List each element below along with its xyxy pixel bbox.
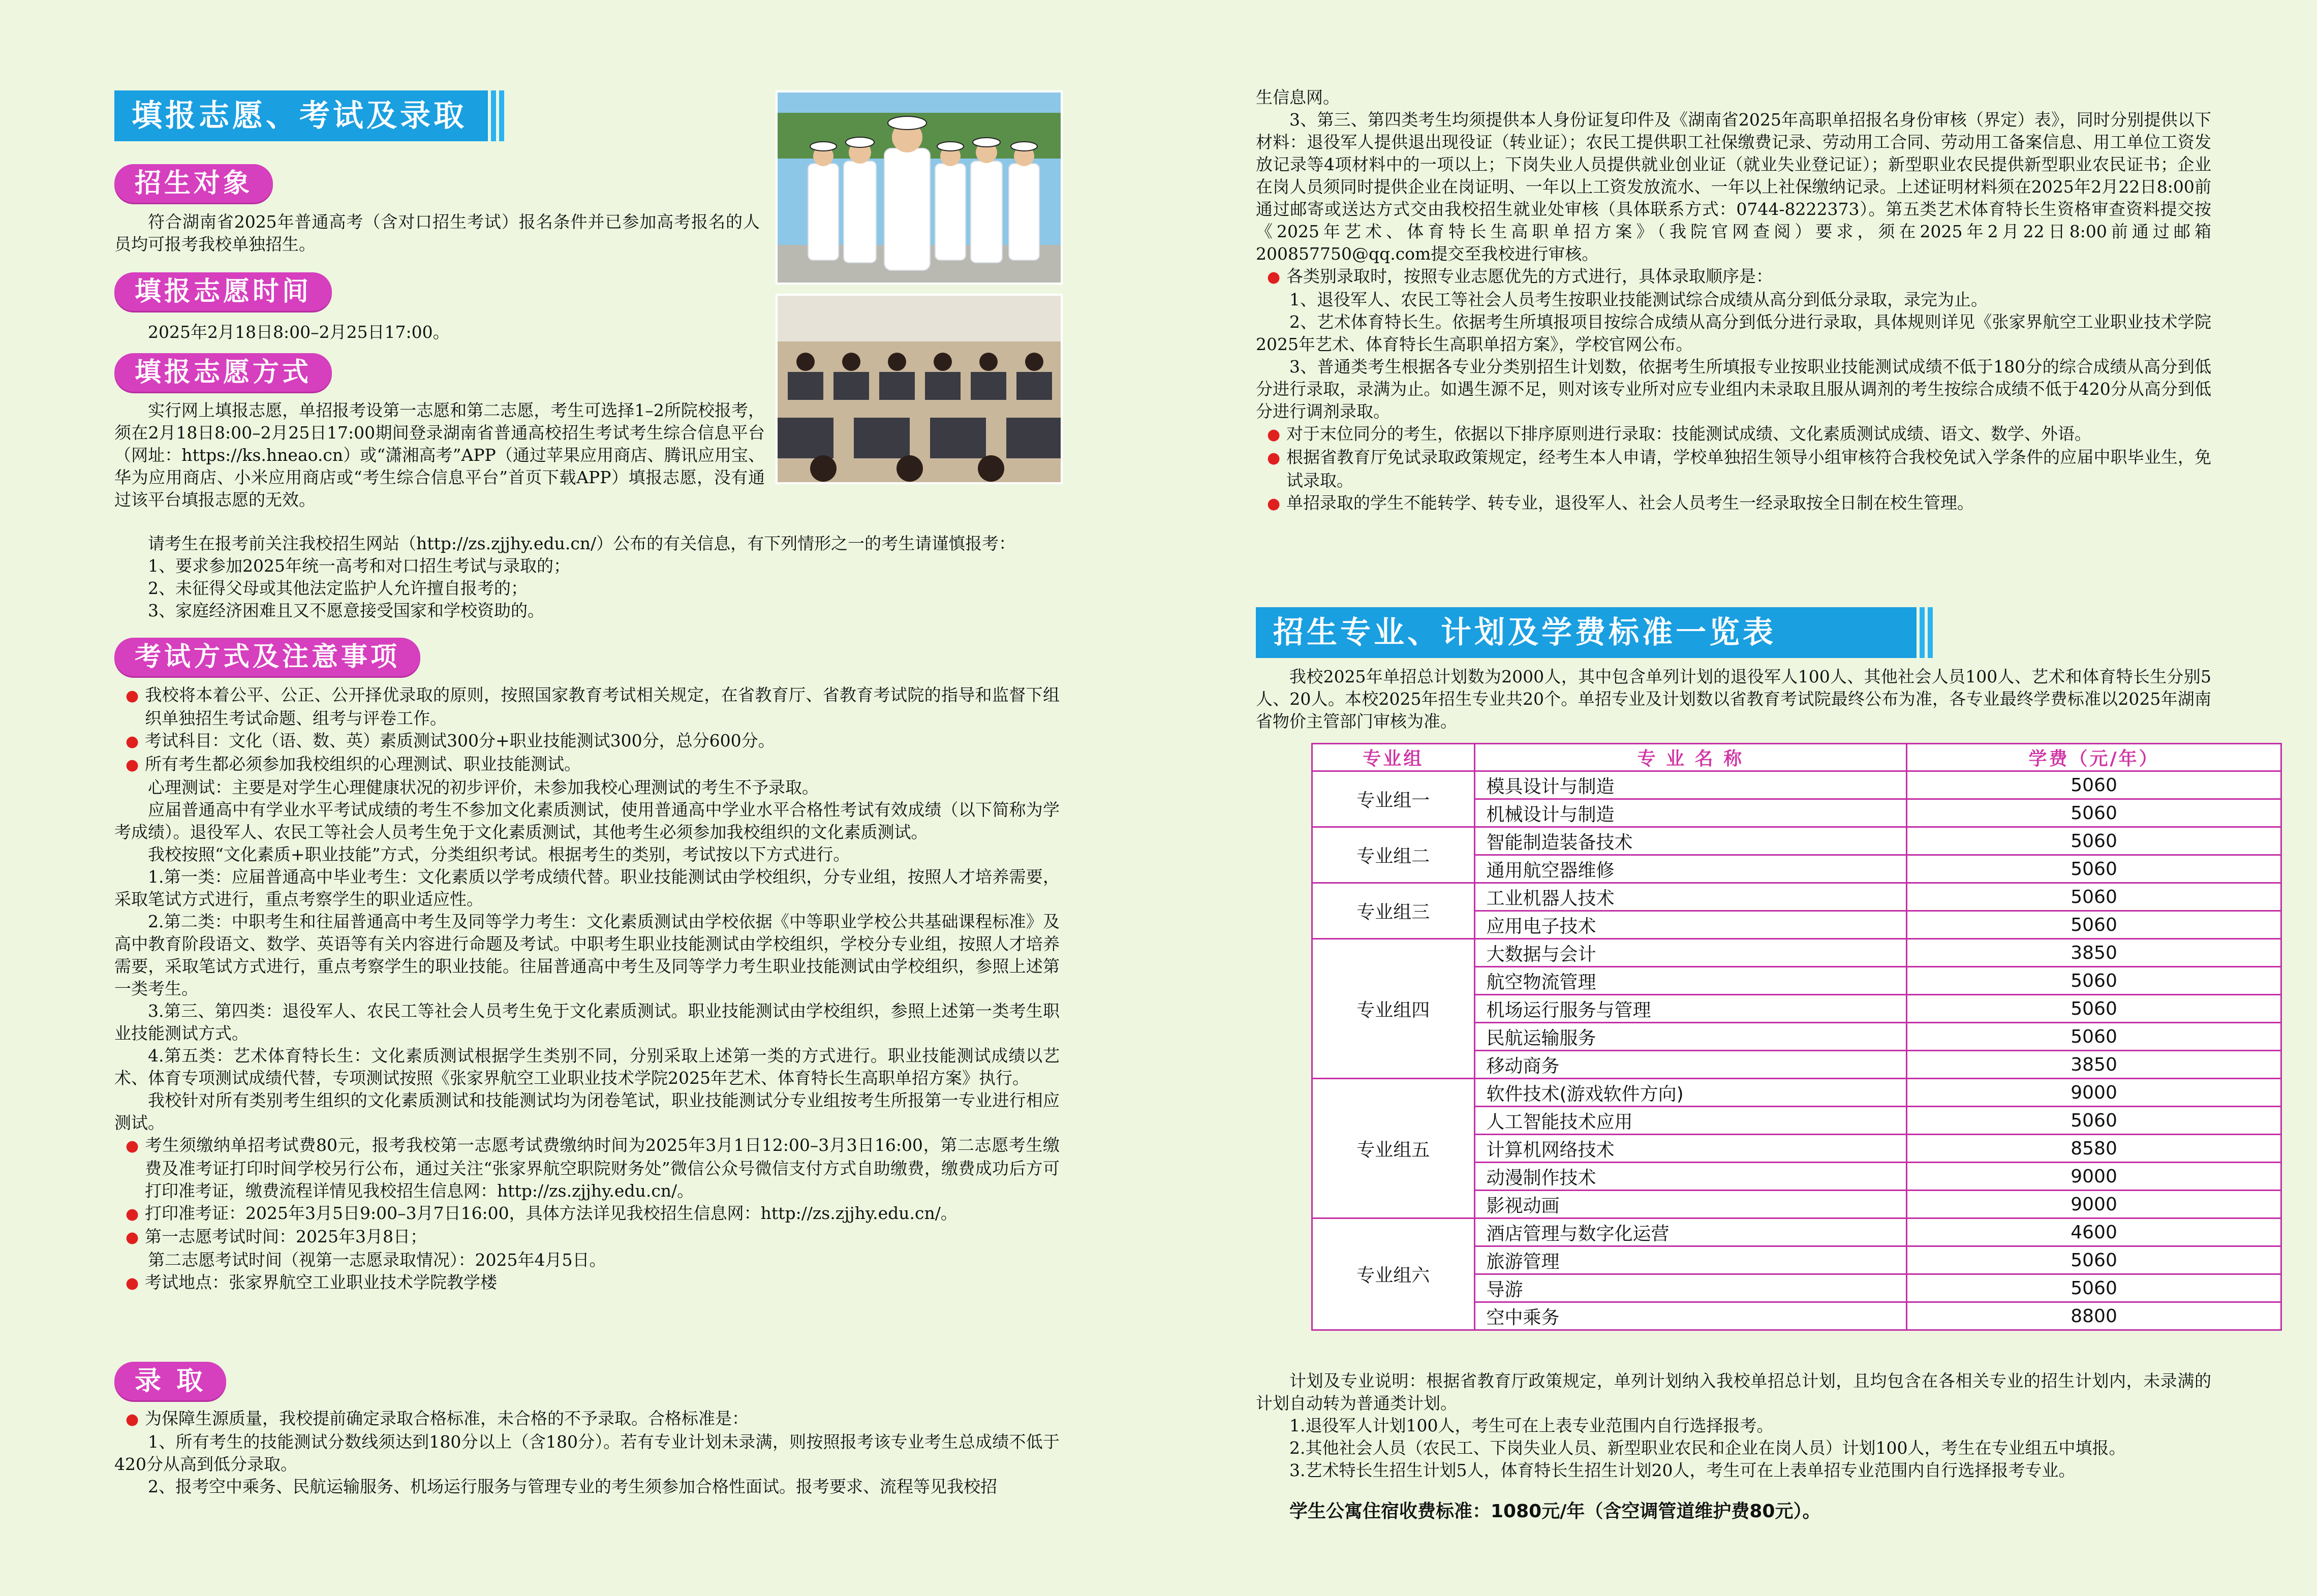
fee-cell: 9000 [1907, 1163, 2281, 1191]
text-apply-caution [114, 533, 1060, 622]
pill-title: 填报志愿方式 [135, 357, 312, 388]
table-row [1312, 771, 2281, 799]
list-item: 2、艺术体育特长生。依据考生所填报项目按综合成绩从高分到低分进行录取，具体规则详见《张家界航空工业职业技术学院2025年艺术、体育特长生高职单招方案》，学校官网公布。 [1256, 312, 2211, 354]
list-item: 2.其他社会人员（农民工、下岗失业人员、新型职业农民和企业在岗人员）计划100人，考生在专业组五中填报。 [1289, 1438, 2126, 1458]
bullet-dot-icon: ● [126, 1137, 139, 1155]
fee-cell: 5060 [1907, 855, 2281, 883]
dorm-fee-note [1289, 1497, 1820, 1523]
section-banner-admission [114, 90, 488, 141]
paragraph: 生信息网。 [1256, 87, 1340, 107]
pill-apply-method [114, 353, 332, 392]
group-cell: 专业组二 [1312, 827, 1475, 883]
major-name-cell: 空中乘务 [1474, 1302, 1907, 1330]
bullet-item: ● 为保障生源质量，我校提前确定录取合格标准，未合格的不予录取。合格标准是： [114, 1407, 1060, 1431]
major-name-cell: 移动商务 [1474, 1051, 1907, 1079]
major-name-cell: 动漫制作技术 [1474, 1163, 1907, 1191]
pill-title: 考试方式及注意事项 [135, 642, 400, 672]
list-item: 1.退役军人计划100人，考生可在上表专业范围内自行选择报考。 [1289, 1416, 1774, 1435]
major-name-cell: 机场运行服务与管理 [1474, 995, 1907, 1023]
bullet-dot-icon: ● [1267, 449, 1281, 467]
fee-cell: 5060 [1907, 967, 2281, 995]
list-item: 3、家庭经济困难且又不愿意接受国家和学校资助的。 [148, 601, 544, 620]
fee-cell: 8580 [1907, 1135, 2281, 1163]
photo-cadets-saluting [776, 90, 1063, 285]
major-name-cell: 影视动画 [1474, 1191, 1907, 1218]
fee-cell: 5060 [1907, 911, 2281, 939]
table-body [1312, 771, 2281, 1330]
pill-exam-method [114, 638, 420, 676]
table-row [1312, 883, 2281, 911]
computer-lab-illustration [778, 296, 1063, 484]
header-fee: 学费（元/年） [1907, 744, 2281, 771]
bullet-item: ● 所有考生都必须参加我校组织的心理测试、职业技能测试。 [114, 753, 1060, 776]
group-cell: 专业组五 [1312, 1079, 1475, 1218]
table-row [1312, 1079, 2281, 1107]
list-item: 1、退役军人、农民工等社会人员考生按职业技能测试综合成绩从高分到低分录取，录完为止。 [1289, 290, 1988, 309]
header-major: 专 业 名 称 [1474, 744, 1907, 771]
paragraph: 2.第二类：中职考生和往届普通高中考生及同等学力考生：文化素质测试由学校依据《中等职业学校公共基础课程标准》及高中教育阶段语文、数学、英语等有关内容进行命题及考试。中职考生职业技能测试由学校组织，学校分专业组，按照人才培养需要，采取笔试方式进行，重点考察学生的职业技能。往届普通高中考生及同等学力考生职业技能测试由学校组织，参照上述第一类考生。 [114, 912, 1060, 998]
fee-cell: 5060 [1907, 1246, 2281, 1274]
dorm-fee-text: 学生公寓住宿收费标准：1080元/年（含空调管道维护费80元）。 [1289, 1501, 1821, 1522]
group-cell: 专业组一 [1312, 771, 1475, 827]
paragraph: 3、第三、第四类考生均须提供本人身份证复印件及《湖南省2025年高职单招报名身份审核（界定）表》，同时分别提供以下材料：退役军人提供退出现役证（转业证）；农民工提供职工社保缴费记录、劳动用工合同、劳动用工备案信息、用工单位工资发放记录等4项材料中的一项以上；下岗失业人员提供就业创业证（就业失业登记证）；新型职业农民提供新型职业农民证书；企业在岗人员须同时提供企业在岗证明、一年以上工资发放流水、一年以上社保缴纳记录。上述证明材料须在2025年2月22日8:00前通过邮寄或送达方式交由我校招生就业处审核（具体联系方式：0744-8222373）。第五类艺术体育特长生资格审查资料提交按《2025年艺术、体育特长生高职单招方案》（我院官网查阅）要求，须在2025年2月22日8:00前通过邮箱200857750@qq.com提交至我校进行审核。 [1256, 110, 2211, 264]
bullet-dot-icon: ● [1267, 495, 1281, 513]
pill-title: 招生对象 [135, 168, 253, 199]
bullet-dot-icon: ● [126, 1411, 139, 1428]
bullet-dot-icon: ● [126, 1205, 139, 1223]
fee-cell: 3850 [1907, 1051, 2281, 1079]
fee-cell: 5060 [1907, 827, 2281, 855]
fee-cell: 8800 [1907, 1302, 2281, 1330]
fee-cell: 5060 [1907, 1274, 2281, 1302]
major-name-cell: 民航运输服务 [1474, 1023, 1907, 1051]
bullet-item: ● 对于末位同分的考生，依据以下排序原则进行录取：技能测试成绩、文化素质测试成绩、语文、数学、外语。 [1256, 423, 2211, 446]
paragraph: 1、所有考生的技能测试分数线须达到180分以上（含180分）。若有专业计划未录满，则按照报考该专业考生总成绩不低于420分从高到低分录取。 [114, 1432, 1060, 1474]
major-name-cell: 模具设计与制造 [1474, 771, 1907, 799]
group-cell: 专业组六 [1312, 1218, 1475, 1330]
text-exam-method [114, 684, 1060, 1295]
paragraph: 我校2025年单招总计划数为2000人，其中包含单列计划的退役军人100人、其他社会人员100人、艺术和体育特长生分别5人、20人。本校2025年招生专业共20个。单招专业及计划数以省教育考试院最终公布为准，各专业最终学费标准以2025年湖南省物价主管部门审核为准。 [1256, 667, 2211, 731]
fee-cell: 5060 [1907, 995, 2281, 1023]
bullet-item: ● 第一志愿考试时间：2025年3月8日； [114, 1226, 1060, 1249]
major-name-cell: 大数据与会计 [1474, 939, 1907, 967]
group-cell: 专业组四 [1312, 939, 1475, 1079]
major-name-cell: 人工智能技术应用 [1474, 1107, 1907, 1135]
paragraph: 我校按照“文化素质+职业技能”方式，分类组织考试。根据考生的类别，考试按以下方式进行。 [148, 844, 850, 864]
text-admission [114, 1407, 1060, 1498]
bullet-item: ● 单招录取的学生不能转学、转专业，退役军人、社会人员考生一经录取按全日制在校生管理。 [1256, 492, 2211, 515]
bullet-item: ● 根据省教育厅免试录取政策规定，经考生本人申请，学校单独招生领导小组审核符合我校免试入学条件的应届中职毕业生，免试录取。 [1267, 447, 2211, 490]
major-name-cell: 机械设计与制造 [1474, 799, 1907, 827]
table-header-row [1312, 744, 2281, 771]
major-name-cell: 通用航空器维修 [1474, 855, 1907, 883]
paragraph: 第二志愿考试时间（视第一志愿录取情况）：2025年4月5日。 [148, 1250, 606, 1270]
bullet-item: ● 我校将本着公平、公正、公开择优录取的原则，按照国家教育考试相关规定，在省教育厅、省教育考试院的指导和监督下组织单独招生考试命题、组考与评卷工作。 [126, 685, 1060, 728]
bullet-dot-icon: ● [1267, 268, 1281, 286]
text-continued [1256, 86, 2211, 515]
banner-bars [1920, 607, 1940, 658]
text-majors-intro [1256, 666, 2211, 733]
pill-title: 填报志愿时间 [135, 276, 312, 307]
fee-cell: 5060 [1907, 799, 2281, 827]
table-row [1312, 1218, 2281, 1246]
header-group: 专业组 [1312, 744, 1475, 771]
bullet-item: ● 打印准考证：2025年3月5日9:00–3月7日16:00，具体方法详见我校招生信息网：http://zs.zjjhy.edu.cn/。 [114, 1202, 1060, 1226]
major-name-cell: 智能制造装备技术 [1474, 827, 1907, 855]
bullet-item: ● 各类别录取时，按照专业志愿优先的方式进行，具体录取顺序是： [1256, 265, 2211, 289]
table-row [1312, 939, 2281, 967]
paragraph: 应届普通高中有学业水平考试成绩的考生不参加文化素质测试，使用普通高中学业水平合格性考试有效成绩（以下简称为学考成绩）。退役军人、农民工等社会人员考生免于文化素质测试，其他考生必须参加我校组织的文化素质测试。 [114, 800, 1060, 842]
right-page [1159, 0, 2317, 1596]
fee-cell: 5060 [1907, 771, 2281, 799]
pill-admission [114, 1362, 226, 1400]
text-plan-notes [1256, 1370, 2211, 1482]
list-item: 3、普通类考生根据各专业分类别招生计划数，依据考生所填报专业按职业技能测试成绩不低于180分的综合成绩从高分到低分进行录取，录满为止。如遇生源不足，则对该专业所对应专业组内未录取且服从调剂的考生按综合成绩不低于420分从高分到低分进行调剂录取。 [1256, 357, 2211, 421]
paragraph: 我校针对所有类别考生组织的文化素质测试和技能测试均为闭卷笔试，职业技能测试分专业组按考生所报第一专业进行相应测试。 [114, 1090, 1060, 1133]
major-name-cell: 工业机器人技术 [1474, 883, 1907, 911]
bullet-item: ● 考试地点：张家界航空工业职业技术学院教学楼 [114, 1271, 1060, 1295]
fee-cell: 9000 [1907, 1191, 2281, 1218]
paragraph: 4.第五类：艺术体育特长生：文化素质测试根据学生类别不同，分别采取上述第一类的方式进行。职业技能测试成绩以艺术、体育专项测试成绩代替，专项测试按照《张家界航空工业职业技术学院2025年艺术、体育特长生高职单招方案》执行。 [114, 1046, 1060, 1088]
text-apply-method [114, 399, 765, 511]
fee-cell: 9000 [1907, 1079, 2281, 1107]
majors-fee-table [1311, 743, 2282, 1331]
table-row [1312, 827, 2281, 855]
cadets-illustration [778, 92, 1063, 285]
paragraph: 心理测试：主要是对学生心理健康状况的初步评价，未参加我校心理测试的考生不予录取。 [148, 777, 819, 797]
fee-cell: 5060 [1907, 883, 2281, 911]
paragraph: 实行网上填报志愿，单招报考设第一志愿和第二志愿，考生可选择1–2所院校报考，须在2月18日8:00–2月25日17:00期间登录湖南省普通高校招生考试考生综合信息平台（网址：https://ks.hneao.cn）或“潇湘高考”APP（通过苹果应用商店、腾讯应用宝、华为应用商店、小米应用商店或“考生综合信息平台”首页下载APP）填报志愿，没有通过该平台填报志愿的无效。 [114, 400, 765, 510]
text-apply-time [114, 321, 760, 343]
banner-bars [491, 90, 511, 141]
banner-title: 填报志愿、考试及录取 [132, 98, 467, 134]
paragraph: 1.第一类：应届普通高中毕业考生：文化素质以学考成绩代替。职业技能测试由学校组织，分专业组，按照人才培养需要，采取笔试方式进行，重点考察学生的职业适应性。 [114, 867, 1060, 909]
major-name-cell: 软件技术(游戏软件方向) [1474, 1079, 1907, 1107]
bullet-dot-icon: ● [126, 1229, 139, 1246]
major-name-cell: 导游 [1474, 1274, 1907, 1302]
paragraph: 2、报考空中乘务、民航运输服务、机场运行服务与管理专业的考生须参加合格性面试。报考要求、流程等见我校招 [148, 1477, 997, 1496]
banner-title: 招生专业、计划及学费标准一览表 [1273, 615, 1776, 650]
paragraph: 计划及专业说明：根据省教育厅政策规定，单列计划纳入我校单招总计划，且均包含在各相关专业的招生计划内，未录满的计划自动转为普通类计划。 [1256, 1371, 2211, 1413]
paragraph: 请考生在报考前关注我校招生网站（http://zs.zjjhy.edu.cn/）公布的有关信息，有下列情形之一的考生请谨慎报考： [148, 534, 1016, 553]
pill-recruit-target [114, 164, 273, 203]
list-item: 2、未征得父母或其他法定监护人允许擅自报考的； [148, 578, 528, 598]
major-name-cell: 酒店管理与数字化运营 [1474, 1218, 1907, 1246]
group-cell: 专业组三 [1312, 883, 1475, 939]
bullet-item: ● 考试科目：文化（语、数、英）素质测试300分+职业技能测试300分，总分600分。 [114, 730, 1060, 753]
major-name-cell: 计算机网络技术 [1474, 1135, 1907, 1163]
bullet-dot-icon: ● [1267, 426, 1281, 444]
section-banner-majors [1256, 607, 1917, 658]
fee-cell: 5060 [1907, 1107, 2281, 1135]
pill-apply-time [114, 272, 332, 311]
fee-cell: 4600 [1907, 1218, 2281, 1246]
major-name-cell: 旅游管理 [1474, 1246, 1907, 1274]
bullet-dot-icon: ● [126, 687, 139, 705]
text-recruit-target [114, 211, 760, 256]
paragraph: 符合湖南省2025年普通高考（含对口招生考试）报名条件并已参加高考报名的人员均可报考我校单独招生。 [114, 212, 760, 254]
fee-cell: 5060 [1907, 1023, 2281, 1051]
list-item: 1、要求参加2025年统一高考和对口招生考试与录取的； [148, 556, 570, 576]
bullet-dot-icon: ● [126, 733, 139, 750]
paragraph: 3.第三、第四类：退役军人、农民工等社会人员考生免于文化素质测试。职业技能测试由学校组织，参照上述第一类考生职业技能测试方式。 [114, 1001, 1060, 1043]
photo-computer-lab [776, 294, 1063, 484]
major-name-cell: 航空物流管理 [1474, 967, 1907, 995]
major-name-cell: 应用电子技术 [1474, 911, 1907, 939]
fee-cell: 3850 [1907, 939, 2281, 967]
list-item: 3.艺术特长生招生计划5人，体育特长生招生计划20人，考生可在上表单招专业范围内自行选择报考专业。 [1289, 1460, 2076, 1480]
bullet-item: ● 考生须缴纳单招考试费80元，报考我校第一志愿考试费缴纳时间为2025年3月1日12:00–3月3日16:00，第二志愿考生缴费及准考证打印时间学校另行公布，通过关注“张家界航空职院财务处”微信公众号微信支付方式自助缴费，缴费成功后方可打印准考证，缴费流程详情见我校招生信息网：http://zs.zjjhy.edu.cn/。 [126, 1135, 1060, 1201]
paragraph: 2025年2月18日8:00–2月25日17:00。 [148, 322, 450, 342]
bullet-dot-icon: ● [126, 1274, 139, 1292]
bullet-dot-icon: ● [126, 756, 139, 774]
pill-title: 录 取 [135, 1366, 206, 1396]
